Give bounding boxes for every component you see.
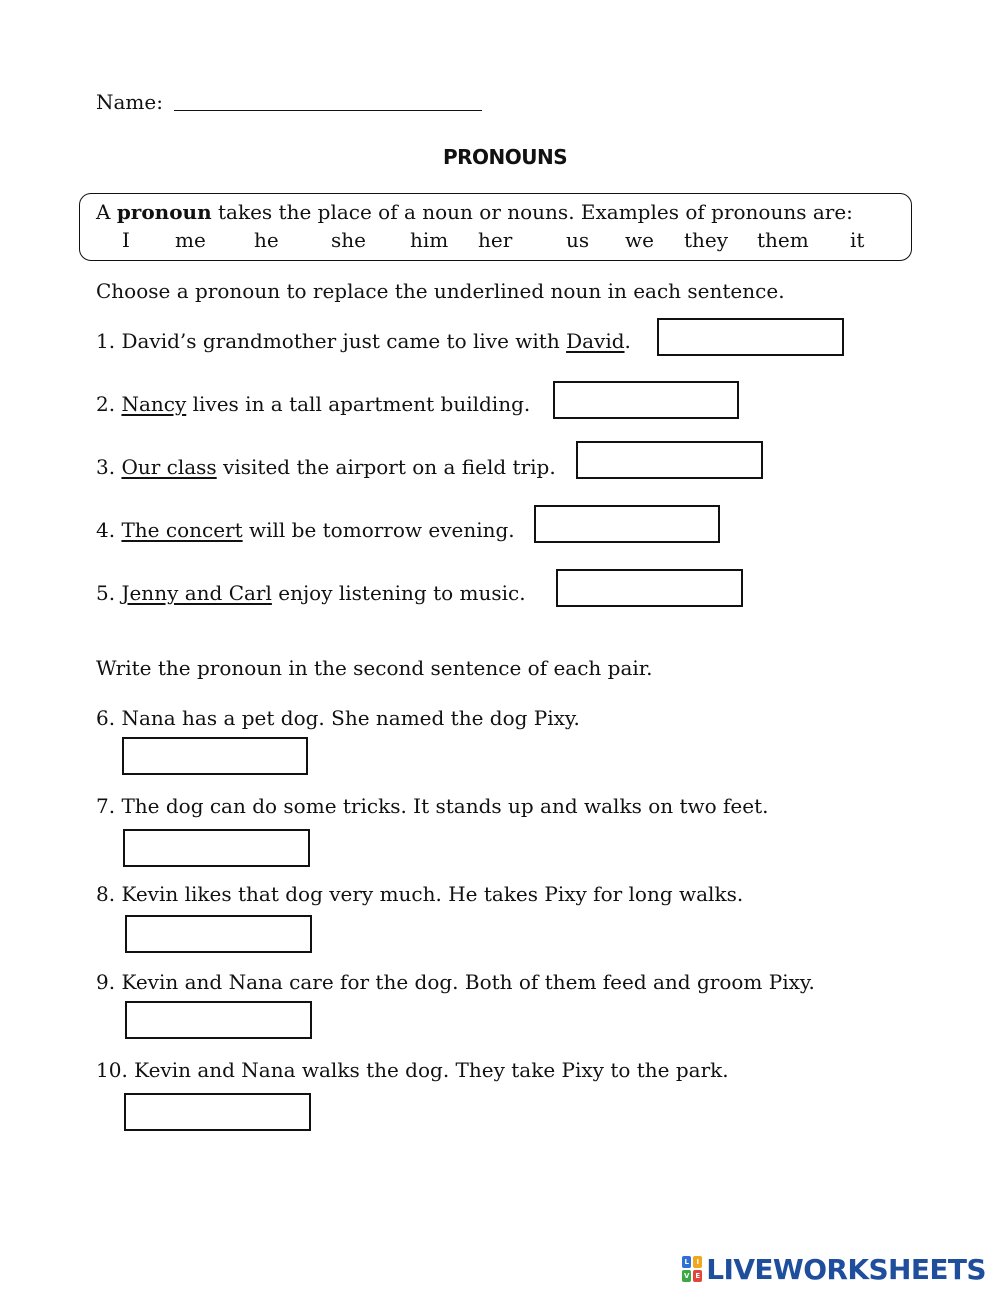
question-8: 8. Kevin likes that dog very much. He takes Pixy for long walks. — [96, 882, 744, 906]
example-pronoun: him — [410, 228, 449, 252]
underlined-noun: Nancy — [121, 392, 187, 416]
answer-box-7[interactable] — [123, 829, 310, 867]
underlined-noun: The concert — [121, 518, 243, 542]
definition-rest: takes the place of a noun or nouns. Examples of pronouns are: — [218, 200, 853, 224]
definition-text — [96, 200, 853, 224]
example-pronoun: her — [478, 228, 513, 252]
logo-tile: E — [693, 1270, 702, 1282]
question-text: 4. — [96, 518, 122, 542]
example-pronoun: I — [122, 228, 130, 252]
name-line[interactable] — [174, 110, 482, 111]
question-text: lives in a tall apartment building. — [186, 392, 531, 416]
question-text: will be tomorrow evening. — [242, 518, 515, 542]
example-pronoun: them — [757, 228, 809, 252]
example-pronoun: us — [566, 228, 590, 252]
name-label: Name: — [96, 90, 163, 114]
question-6: 6. Nana has a pet dog. She named the dog Pixy. — [96, 706, 580, 730]
question-4 — [96, 518, 515, 542]
question-text: 1. David’s grandmother just came to live with — [96, 329, 567, 353]
logo-text: LIVEWORKSHEETS — [706, 1252, 986, 1286]
question-9: 9. Kevin and Nana care for the dog. Both of them feed and groom Pixy. — [96, 970, 815, 994]
example-pronoun: she — [331, 228, 366, 252]
answer-box-6[interactable] — [122, 737, 308, 775]
example-pronoun: me — [175, 228, 206, 252]
answer-box-9[interactable] — [125, 1001, 312, 1039]
page-title: PRONOUNS — [443, 145, 568, 169]
question-2 — [96, 392, 530, 416]
question-1 — [96, 329, 631, 353]
answer-box-8[interactable] — [125, 915, 312, 953]
answer-box-1[interactable] — [657, 318, 844, 356]
underlined-noun: Jenny and Carl — [121, 581, 272, 605]
section2-instruction: Write the pronoun in the second sentence of each pair. — [96, 656, 653, 680]
question-5 — [96, 581, 526, 605]
example-pronoun: he — [254, 228, 279, 252]
underlined-noun: David — [566, 329, 625, 353]
question-text: . — [624, 329, 631, 353]
answer-box-5[interactable] — [556, 569, 743, 607]
section1-instruction: Choose a pronoun to replace the underlined noun in each sentence. — [96, 279, 785, 303]
question-3 — [96, 455, 556, 479]
answer-box-10[interactable] — [124, 1093, 311, 1131]
definition-keyword: pronoun — [116, 200, 212, 224]
example-pronoun: it — [850, 228, 865, 252]
answer-box-3[interactable] — [576, 441, 763, 479]
question-text: 2. — [96, 392, 122, 416]
question-text: 5. — [96, 581, 122, 605]
logo-tile: V — [684, 1272, 690, 1280]
answer-box-2[interactable] — [553, 381, 739, 419]
question-7: 7. The dog can do some tricks. It stands up and walks on two feet. — [96, 794, 769, 818]
question-text: visited the airport on a field trip. — [216, 455, 556, 479]
question-10: 10. Kevin and Nana walks the dog. They take Pixy to the park. — [96, 1058, 729, 1082]
example-pronoun: they — [684, 228, 729, 252]
answer-box-4[interactable] — [534, 505, 720, 543]
logo-tile: L — [682, 1256, 691, 1268]
question-text: enjoy listening to music. — [271, 581, 526, 605]
underlined-noun: Our class — [121, 455, 217, 479]
logo-tiles-icon — [682, 1256, 702, 1282]
logo-tile: I — [693, 1256, 702, 1268]
definition-article: A — [96, 200, 111, 224]
question-text: 3. — [96, 455, 122, 479]
liveworksheets-logo — [682, 1252, 986, 1286]
example-pronoun: we — [625, 228, 654, 252]
